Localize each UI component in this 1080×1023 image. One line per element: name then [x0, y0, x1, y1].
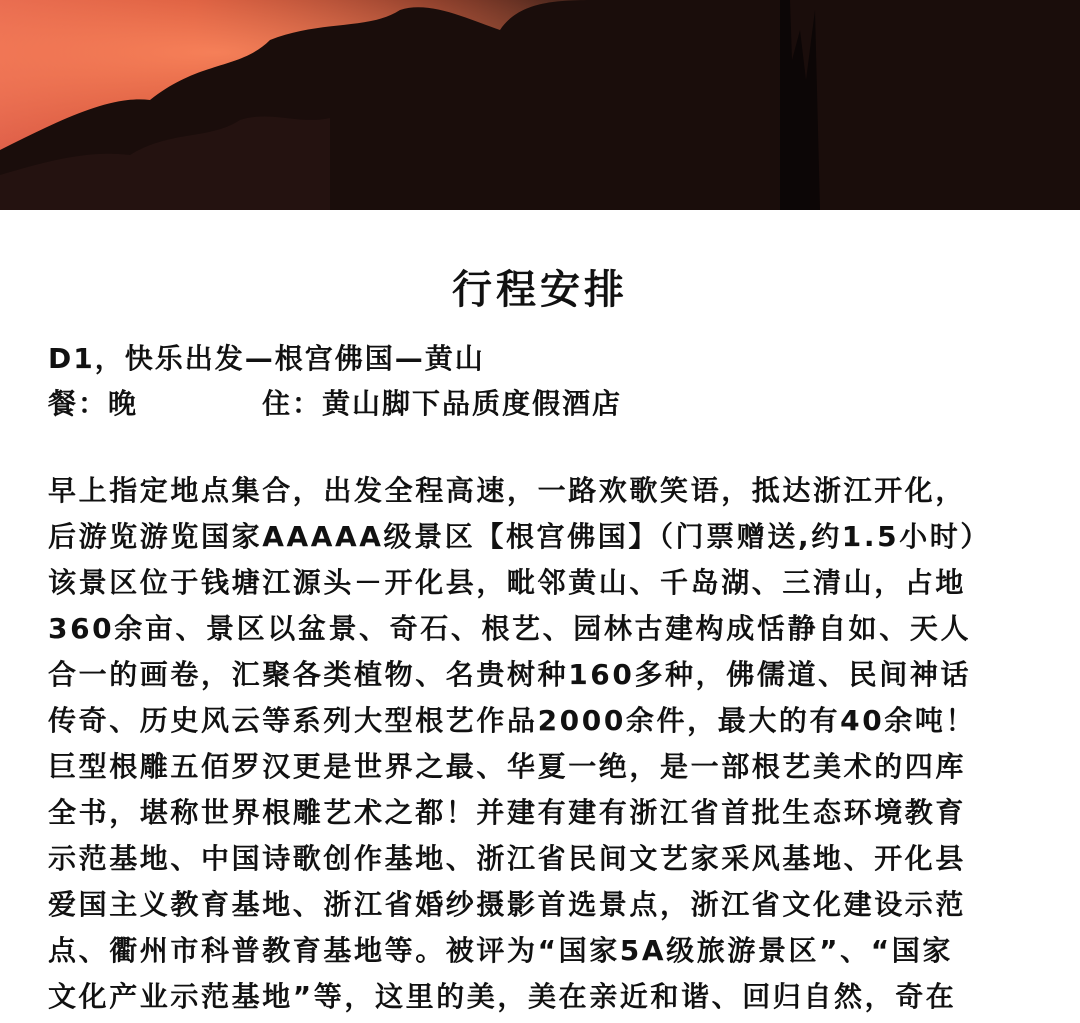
section-title: 行程安排 [452, 267, 628, 313]
mountain-silhouette [0, 0, 1080, 210]
paragraph-line: 该景区位于钱塘江源头－开化县，毗邻黄山、千岛湖、三清山，占地 [48, 566, 967, 599]
paragraph-line: 早上指定地点集合，出发全程高速，一路欢歌笑语，抵达浙江开化， [48, 474, 967, 507]
paragraph-line: 爱国主义教育基地、浙江省婚纱摄影首选景点，浙江省文化建设示范 [48, 888, 967, 921]
paragraph-line: 后游览游览国家AAAAA级景区【根宫佛国】（门票赠送,约1.5小时） [48, 520, 991, 553]
paragraph-line: 传奇、历史风云等系列大型根艺作品2000余件，最大的有40余吨！ [48, 704, 977, 737]
paragraph-line: 文化产业示范基地”等，这里的美，美在亲近和谐、回归自然，奇在 [48, 980, 957, 1013]
paragraph-line: 点、衢州市科普教育基地等。被评为“国家5A级旅游景区”、“国家 [48, 934, 953, 967]
paragraph-line: 全书，堪称世界根雕艺术之都！并建有建有浙江省首批生态环境教育 [48, 796, 967, 829]
itinerary-paragraph [48, 468, 1038, 1020]
paragraph-line: 示范基地、中国诗歌创作基地、浙江省民间文艺家采风基地、开化县 [48, 842, 967, 875]
paragraph-line: 巨型根雕五佰罗汉更是世界之最、华夏一绝，是一部根艺美术的四库 [48, 750, 967, 783]
meals-lodging-row [48, 382, 623, 422]
hero-photo [0, 0, 1080, 210]
lodging-label: 住：黄山脚下品质度假酒店 [262, 387, 623, 420]
paragraph-line: 合一的画卷，汇聚各类植物、名贵树种160多种，佛儒道、民间神话 [48, 658, 972, 691]
paragraph-line: 360余亩、景区以盆景、奇石、根艺、园林古建构成恬静自如、天人 [48, 612, 972, 645]
meals-label: 餐：晚 [48, 387, 139, 420]
day-heading: D1，快乐出发—根宫佛国—黄山 [48, 342, 485, 375]
